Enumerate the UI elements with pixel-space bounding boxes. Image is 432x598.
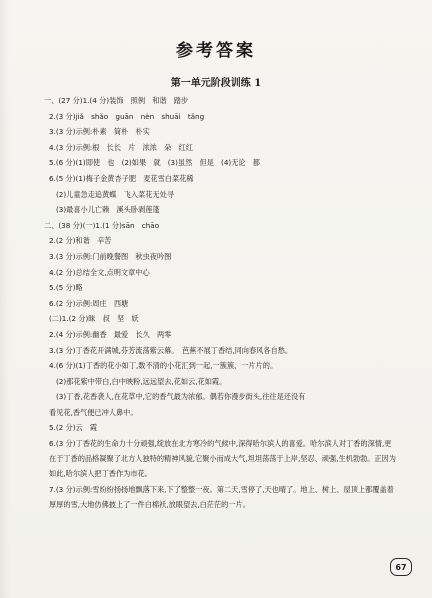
- answer-line: 4.(2 分)总结全文,点明文章中心: [49, 267, 150, 277]
- page-number-badge: [390, 558, 412, 576]
- answer-line: 3.(3 分)丁香花开满城,芬芳流荡紫云幕。 芭蕉不展丁香结,同向春风各自愁。: [49, 345, 293, 355]
- answer-line: 6.(3 分)丁香花的生命力十分顽强,绽放在北方寒冷的气候中,深得哈尔滨人的喜爱。哈尔滨人对丁香的深情,更在于丁香的品格凝聚了北方人独特的精神风貌,它聚小而成大气,坦坦荡荡于上岸,坚忍、顽强,生机勃勃。正因为如此,哈尔滨人把丁香作为市花。: [49, 439, 396, 479]
- answer-line: 2.(3 分)jiǎ shǎo guān nèn shuāi tǎng: [49, 111, 205, 121]
- page-number: 67: [395, 562, 407, 572]
- answer-line: 4.(3 分)示例:根 长长 片 浓浓 朵 红红: [49, 142, 193, 152]
- answer-line: 二、(38 分)(一)1.(1 分)sān chāo: [44, 220, 160, 230]
- answer-line: (2)儿童急走追黄蝶 飞入菜花无处寻: [56, 189, 174, 199]
- answer-line: 2.(4 分)示例:幽香 最爱 长久 两零: [49, 329, 172, 339]
- answer-line: 3.(3 分)示例:朴素 简朴 朴实: [49, 127, 150, 137]
- section-subtitle: 第一单元阶段训练 1: [170, 78, 262, 89]
- answer-line: (二)1.(2 分)昧 叔 坚 妖: [49, 314, 139, 324]
- answer-line: 6.(5 分)(1)梅子金黄杏子肥 麦花雪白菜花稀: [49, 173, 194, 183]
- answer-line: 看见花,香气便已冲人鼻中。: [49, 407, 138, 417]
- answer-line: (3)丁香,花香袭人,在花草中,它的香气最为浓郁。偶若你漫步街头,往往是还没有: [56, 392, 306, 402]
- answer-line: 4.(6 分)(1)丁香的花小如丁,数不清的小花汇到一起,一簇簇、一片片的。: [49, 361, 278, 371]
- answer-line: (3)最喜小儿亡赖 溪头卧剥莲蓬: [56, 205, 160, 215]
- page-edge-shadow: [0, 0, 10, 598]
- answer-line: 5.(5 分)略: [49, 283, 83, 293]
- answer-line: 2.(2 分)和谐 辛苦: [49, 236, 112, 246]
- answer-line: 5.(6 分)(1)即使 也 (2)如果 就 (3)虽然 但是 (4)无论 都: [49, 158, 260, 168]
- answer-line: 5.(2 分)云 霞: [49, 423, 98, 433]
- answer-line: 一、(27 分)1.(4 分)装饰 照例 和谐 踏步: [44, 96, 189, 105]
- answer-line: 7.(3 分)示例:雪纷纷扬扬地飘落下来,下了整整一夜。第二天,雪停了,天也晴了。地上、树上、屋顶上都覆盖着厚厚的雪,大地仿佛披上了一件白棉袄,放眼望去,白茫茫的一片。: [49, 484, 394, 509]
- answer-line: 6.(2 分)示例:周庄 西塘: [49, 298, 129, 308]
- answer-line: (2)那花紫中带白,白中映粉,远远望去,花如云,花如霞。: [56, 376, 227, 386]
- answer-line: 3.(3 分)示例:门前晚餐图 秋虫夜吟图: [49, 251, 172, 261]
- answer-list: [44, 93, 396, 512]
- page-title: 参考答案: [176, 41, 256, 61]
